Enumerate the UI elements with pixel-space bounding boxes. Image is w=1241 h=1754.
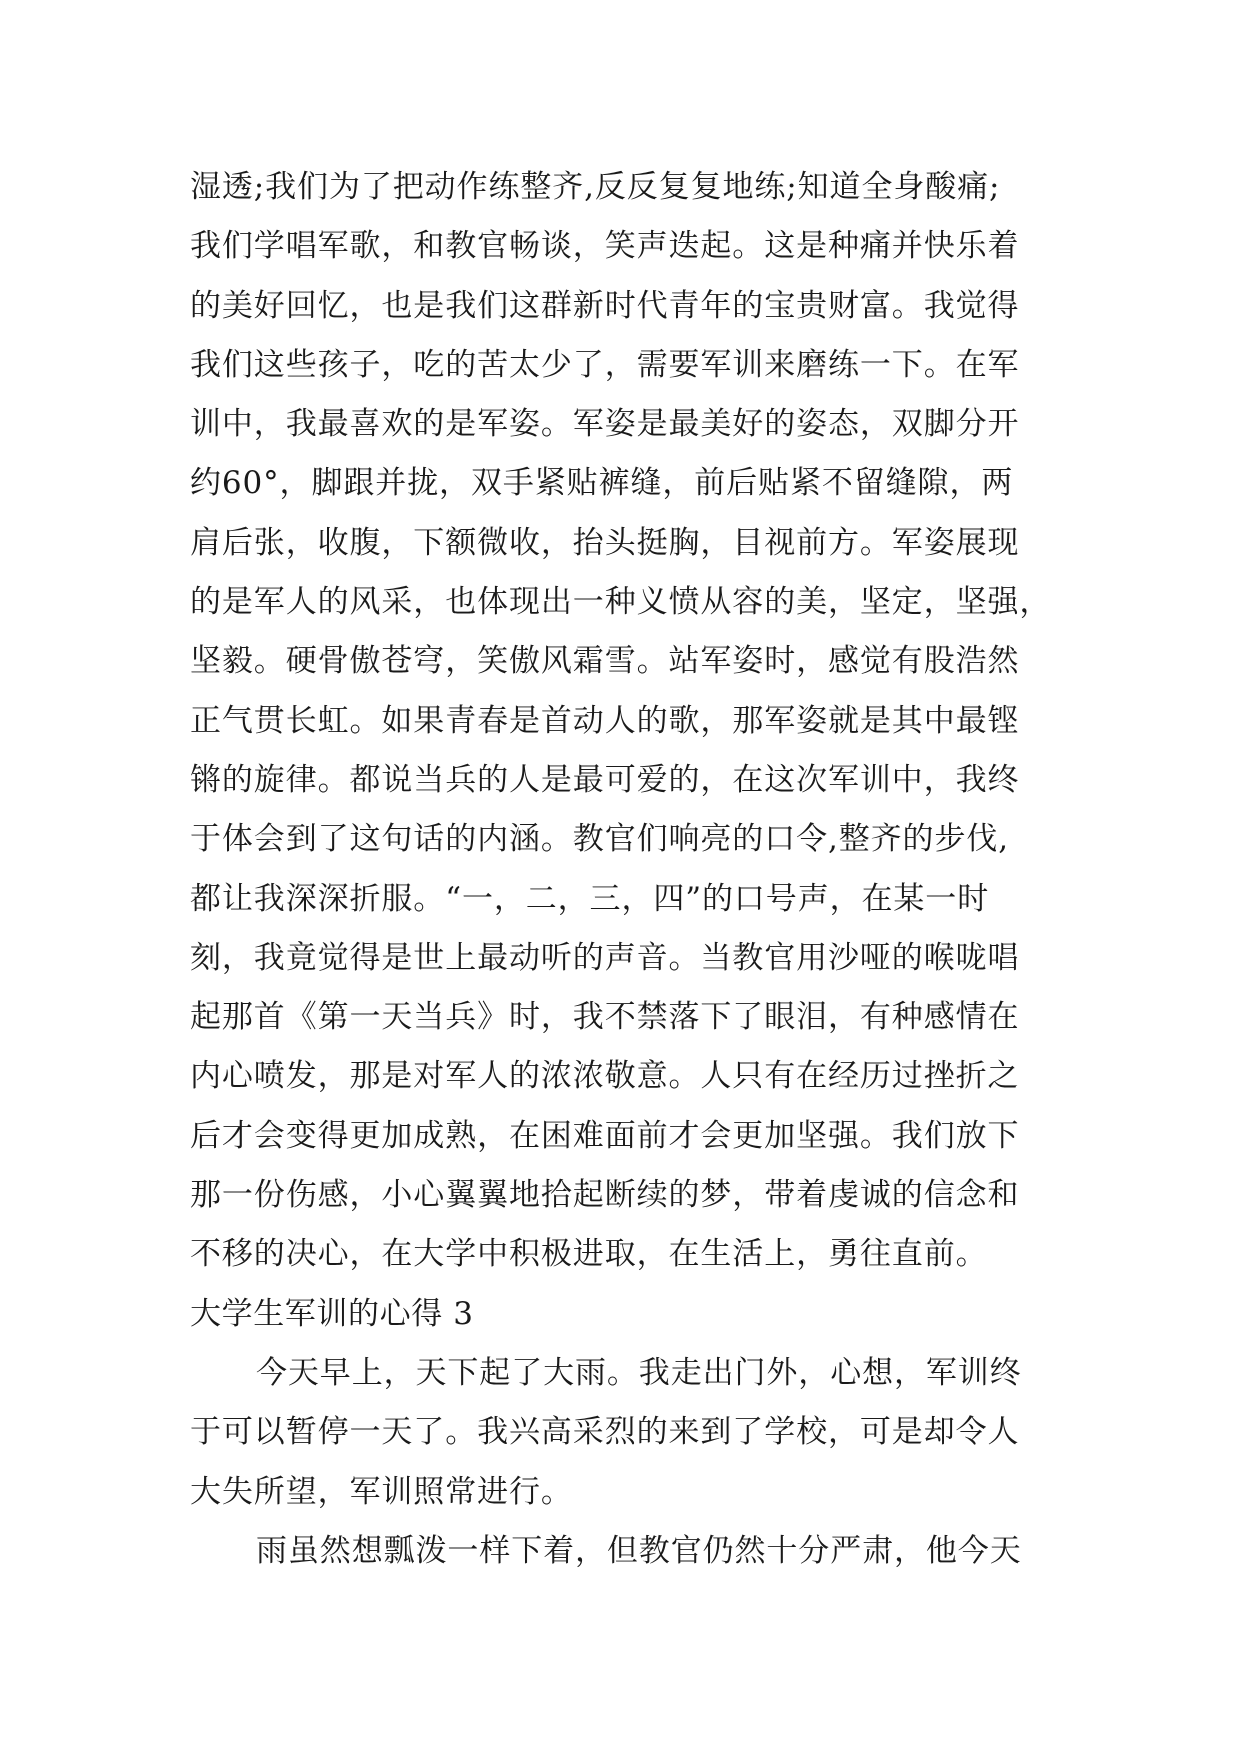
- text-line: 不移的决心，在大学中积极进取，在生活上，勇往直前。: [190, 1236, 988, 1273]
- text-line: 的美好回忆，也是我们这群新时代青年的宝贵财富。我觉得: [190, 287, 1020, 324]
- text-line: 约60°，脚跟并拢，双手紧贴裤缝，前后贴紧不留缝隙，两: [190, 465, 1014, 502]
- paragraph-2: [190, 1344, 1060, 1522]
- text-line: 训中，我最喜欢的是军姿。军姿是最美好的姿态，双脚分开: [190, 406, 1020, 443]
- text-line: 坚毅。硬骨傲苍穹，笑傲风霜雪。站军姿时，感觉有股浩然: [190, 643, 1020, 680]
- text-line: 湿透;我们为了把动作练整齐,反反复复地练;知道全身酸痛;: [190, 169, 1001, 205]
- text-line: 于可以暂停一天了。我兴高采烈的来到了学校，可是却令人: [190, 1414, 1020, 1451]
- text-line: 我们这些孩子，吃的苦太少了，需要军训来磨练一下。在军: [190, 346, 1020, 383]
- text-line: 我们学唱军歌，和教官畅谈，笑声迭起。这是种痛并快乐着: [190, 228, 1020, 265]
- text-line: 于体会到了这句话的内涵。教官们响亮的口令,整齐的步伐,: [190, 821, 1010, 858]
- text-line: 肩后张，收腹，下额微收，抬头挺胸，目视前方。军姿展现: [190, 524, 1020, 561]
- text-line: 内心喷发，那是对军人的浓浓敬意。人只有在经历过挫折之: [190, 1058, 1020, 1095]
- text-line: 后才会变得更加成熟，在困难面前才会更加坚强。我们放下: [190, 1117, 1020, 1154]
- text-line: 的是军人的风采，也体现出一种义愤从容的美，坚定，坚强，: [190, 584, 1052, 621]
- text-line: 起那首《第一天当兵》时，我不禁落下了眼泪，有种感情在: [190, 999, 1020, 1036]
- text-line: 雨虽然想瓢泼一样下着，但教官仍然十分严肃，他今天: [256, 1532, 1022, 1569]
- paragraph-1: [190, 158, 1060, 1285]
- section-heading: 大学生军训的心得 3: [190, 1295, 474, 1332]
- paragraph-3: [190, 1522, 1060, 1581]
- text-line: 今天早上，天下起了大雨。我走出门外，心想，军训终: [256, 1354, 1022, 1391]
- document-body: [190, 158, 1060, 1581]
- text-line: 都让我深深折服。“一，二，三，四”的口号声，在某一时: [190, 880, 990, 917]
- text-line: 那一份伤感，小心翼翼地拾起断续的梦，带着虔诚的信念和: [190, 1177, 1020, 1214]
- text-line: 大失所望，军训照常进行。: [190, 1473, 573, 1510]
- text-line: 正气贯长虹。如果青春是首动人的歌，那军姿就是其中最铿: [190, 702, 1020, 739]
- text-line: 刻，我竟觉得是世上最动听的声音。当教官用沙哑的喉咙唱: [190, 939, 1020, 976]
- text-line: 锵的旋律。都说当兵的人是最可爱的，在这次军训中，我终: [190, 761, 1020, 798]
